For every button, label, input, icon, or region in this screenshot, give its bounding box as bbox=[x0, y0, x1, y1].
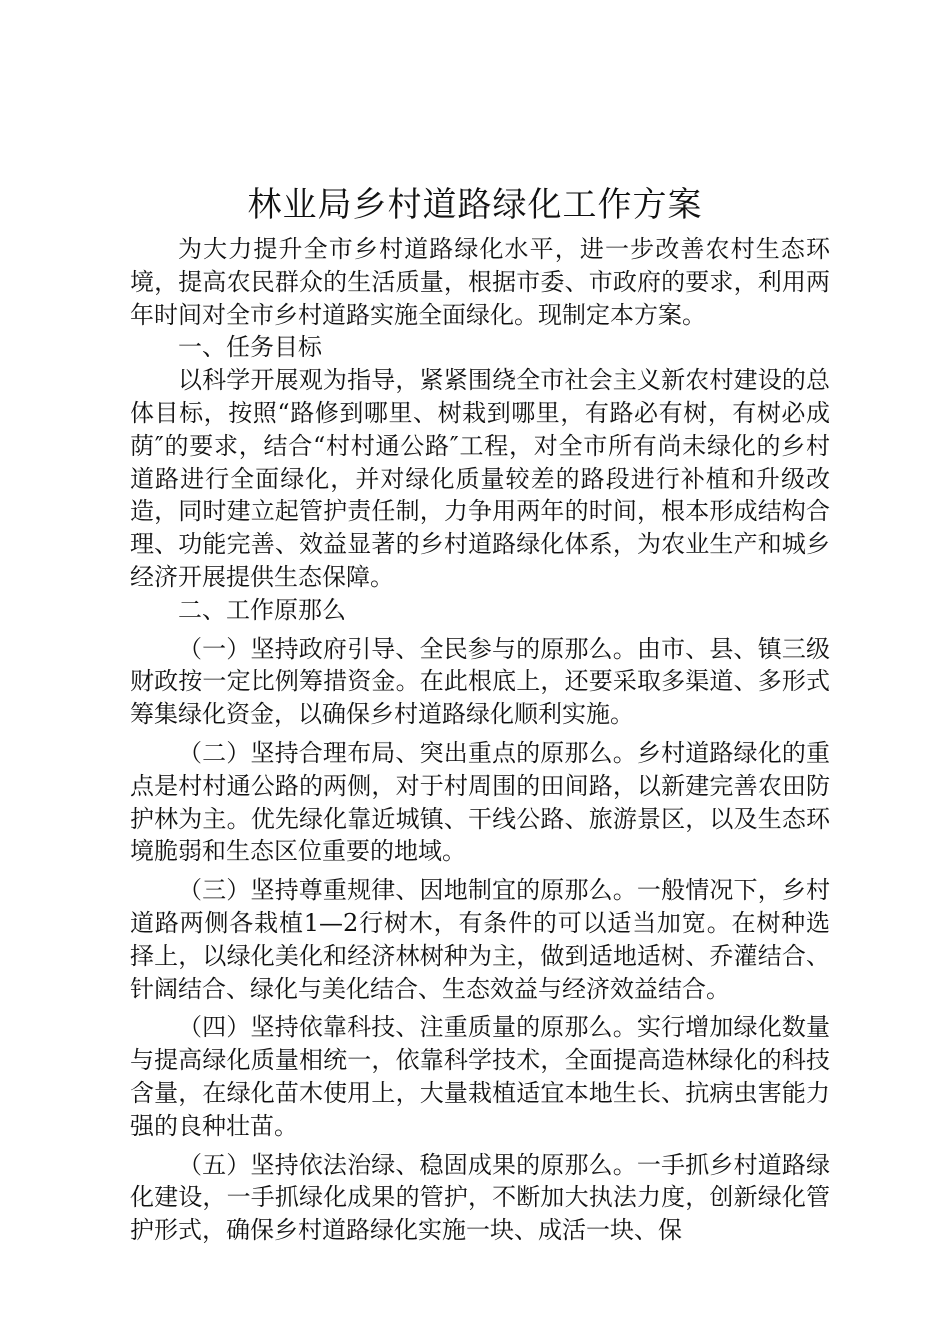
principle-item-4: （四）坚持依靠科技、注重质量的原那么。实行增加绿化数量与提高绿化质量相统一，依靠科学技术，全面提高造林绿化的科技含量，在绿化苗木使用上，大量栽植适宜本地生长、抗病虫害能力强的良种壮苗。 bbox=[130, 1013, 830, 1140]
document-body bbox=[130, 233, 830, 1247]
document-title: 林业局乡村道路绿化工作方案 bbox=[247, 185, 703, 225]
principle-item-3: （三）坚持尊重规律、因地制宜的原那么。一般情况下，乡村道路两侧各栽植1—2行树木，有条件的可以适当加宽。在树种选择上，以绿化美化和经济林树种为主，做到适地适树、乔灌结合、针阔结合、绿化与美化结合、生态效益与经济效益结合。 bbox=[130, 876, 830, 1003]
principle-item-5: （五）坚持依法治绿、稳固成果的原那么。一手抓乡村道路绿化建设，一手抓绿化成果的管护，不断加大执法力度，创新绿化管护形式，确保乡村道路绿化实施一块、成活一块、保 bbox=[130, 1150, 830, 1245]
section-heading-task-goals: 一、任务目标 bbox=[178, 333, 322, 362]
section-heading-work-principles: 二、工作原那么 bbox=[178, 595, 346, 624]
task-goals-paragraph: 以科学开展观为指导，紧紧围绕全市社会主义新农村建设的总体目标，按照“路修到哪里、树栽到哪里，有路必有树，有树必成荫″的要求，结合“村村通公路″工程，对全市所有尚未绿化的乡村道路进行全面绿化，并对绿化质量较差的路段进行补植和升级改造，同时建立起管护责任制，力争用两年的时间，根本形成结构合理、功能完善、效益显著的乡村道路绿化体系，为农业生产和城乡经济开展提供生态保障。 bbox=[130, 366, 830, 591]
intro-paragraph: 为大力提升全市乡村道路绿化水平，进一步改善农村生态环境，提高农民群众的生活质量，根据市委、市政府的要求，利用两年时间对全市乡村道路实施全面绿化。现制定本方案。 bbox=[130, 235, 830, 329]
principle-item-1: （一）坚持政府引导、全民参与的原那么。由市、县、镇三级财政按一定比例筹措资金。在此根底上，还要采取多渠道、多形式筹集绿化资金，以确保乡村道路绿化顺利实施。 bbox=[130, 634, 830, 729]
principle-item-2: （二）坚持合理布局、突出重点的原那么。乡村道路绿化的重点是村村通公路的两侧，对于村周围的田间路，以新建完善农田防护林为主。优先绿化靠近城镇、干线公路、旅游景区，以及生态环境脆弱和生态区位重要的地域。 bbox=[130, 738, 830, 866]
